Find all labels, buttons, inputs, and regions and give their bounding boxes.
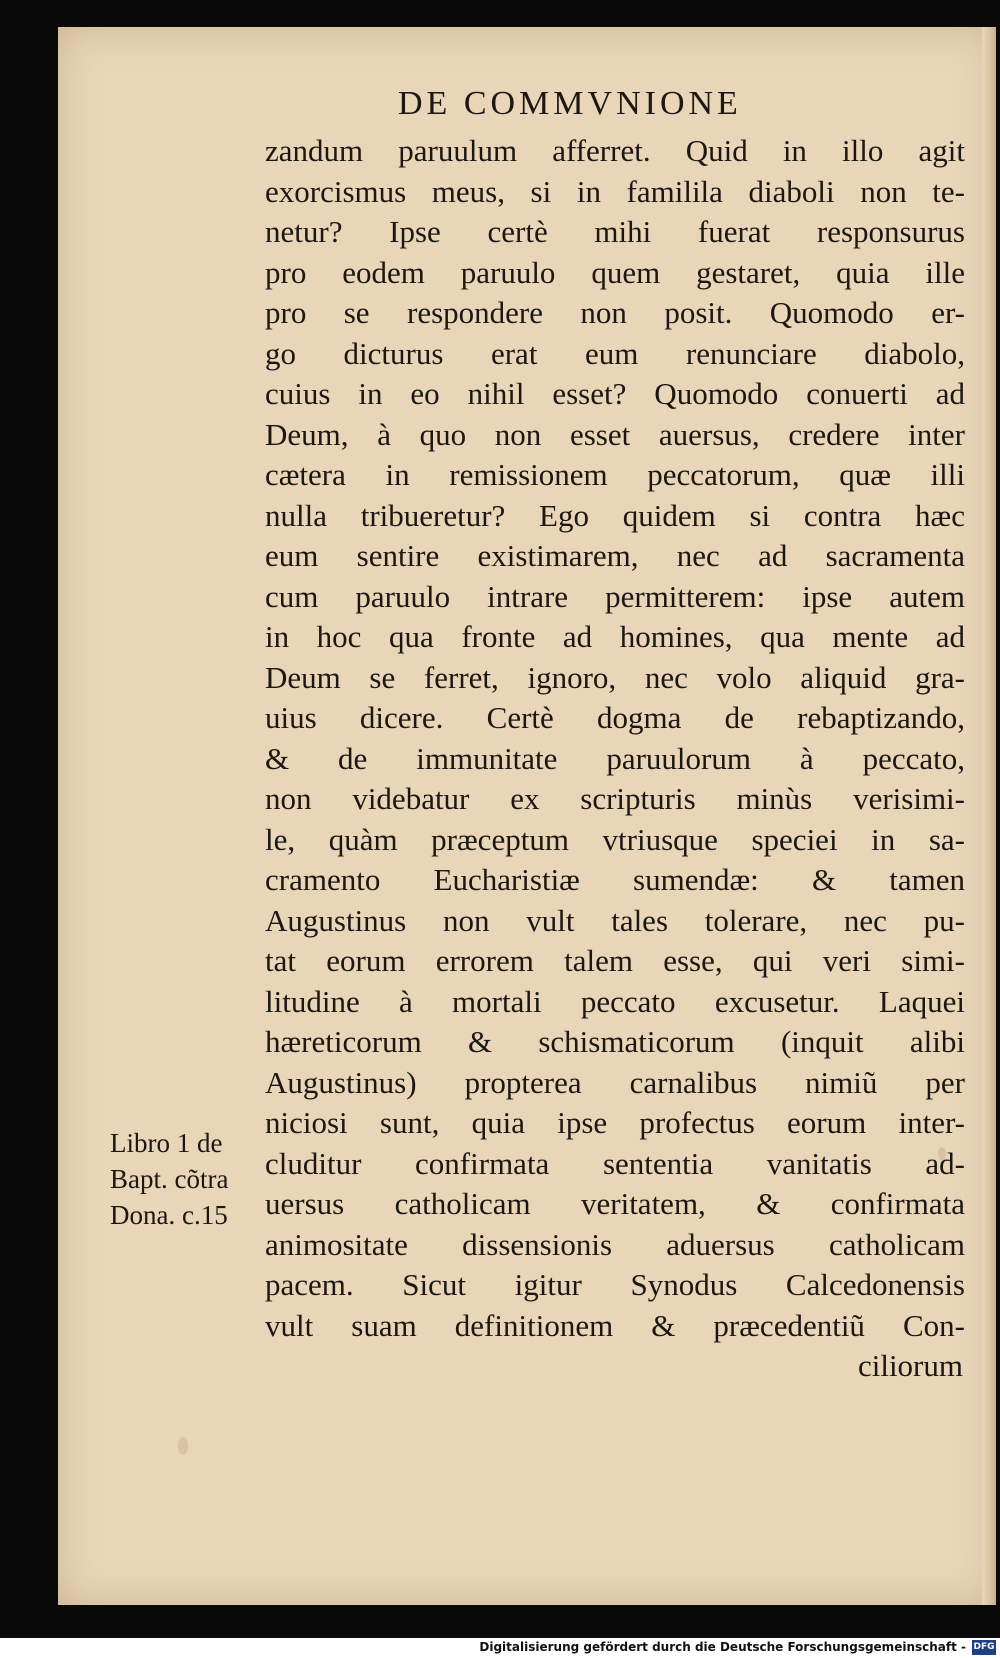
text-line: niciosi sunt, quia ipse profectus eorum inter- [265,1105,965,1140]
text-line: go dicturus erat eum renunciare diabolo, [265,335,965,371]
text-line: vult suam definitionem & præcedentiũ Con- [265,1307,965,1343]
text-line: zandum paruulum afferret. Quid in illo agit [265,133,965,168]
text-line: tat eorum errorem talem esse, qui veri simi- [265,943,965,978]
marginal-note [110,1125,270,1233]
text-line: hæreticorum & schismaticorum (inquit alibi [265,1024,965,1059]
marginal-note-line: Libro 1 de [110,1128,223,1158]
running-head: DE COMMVNIONE [398,85,742,122]
marginal-note-line: Dona. c.15 [110,1200,228,1230]
text-line: uius dicere. Certè dogma de rebaptizando, [265,700,965,735]
body-text [265,131,965,1387]
text-line: Augustinus non vult tales tolerare, nec pu- [265,902,965,938]
catchword: ciliorum [857,1348,963,1383]
page-edge [982,27,996,1605]
text-line: cuius in eo nihil esset? Quomodo conuerti ad [265,376,965,411]
text-line: cramento Eucharistiæ sumendæ: & tamen [265,862,965,897]
digitization-credit: Digitalisierung gefördert durch die Deutsche Forschungsgemeinschaft - [479,1640,966,1654]
text-line: litudine à mortali peccato excusetur. Laquei [265,983,965,1019]
text-line: le, quàm præceptum vtriusque speciei in sa- [265,821,965,857]
text-line: & de immunitate paruulorum à peccato, [265,740,965,776]
dfg-logo: DFG [972,1640,996,1655]
text-line: pacem. Sicut igitur Synodus Calcedonensis [265,1267,965,1302]
text-line: non videbatur ex scripturis minùs verisimi- [265,781,965,816]
text-line: nulla tribueretur? Ego quidem si contra hæc [265,497,965,533]
text-line: exorcismus meus, si in familila diaboli non te- [265,173,965,209]
text-line: Augustinus) propterea carnalibus nimiũ per [265,1064,965,1100]
text-line: animositate dissensionis aduersus catholicam [265,1226,965,1262]
marginal-note-line: Bapt. cõtra [110,1164,229,1194]
text-line: eum sentire existimarem, nec ad sacramenta [265,538,965,573]
text-line: netur? Ipse certè mihi fuerat responsurus [265,214,965,249]
paper-stain [178,1437,188,1455]
text-line: pro se respondere non posit. Quomodo er- [265,295,965,330]
text-line: cluditur confirmata sententia vanitatis ad- [265,1145,965,1181]
text-line: cum paruulo intrare permitterem: ipse autem [265,578,965,614]
text-line: Deum se ferret, ignoro, nec volo aliquid gra- [265,659,965,695]
book-page [58,27,996,1605]
text-line: pro eodem paruulo quem gestaret, quia ille [265,254,965,290]
text-line: uersus catholicam veritatem, & confirmata [265,1186,965,1221]
text-line: in hoc qua fronte ad homines, qua mente ad [265,619,965,654]
text-line: cætera in remissionem peccatorum, quæ illi [265,457,965,492]
text-line: Deum, à quo non esset auersus, credere inter [265,416,965,452]
